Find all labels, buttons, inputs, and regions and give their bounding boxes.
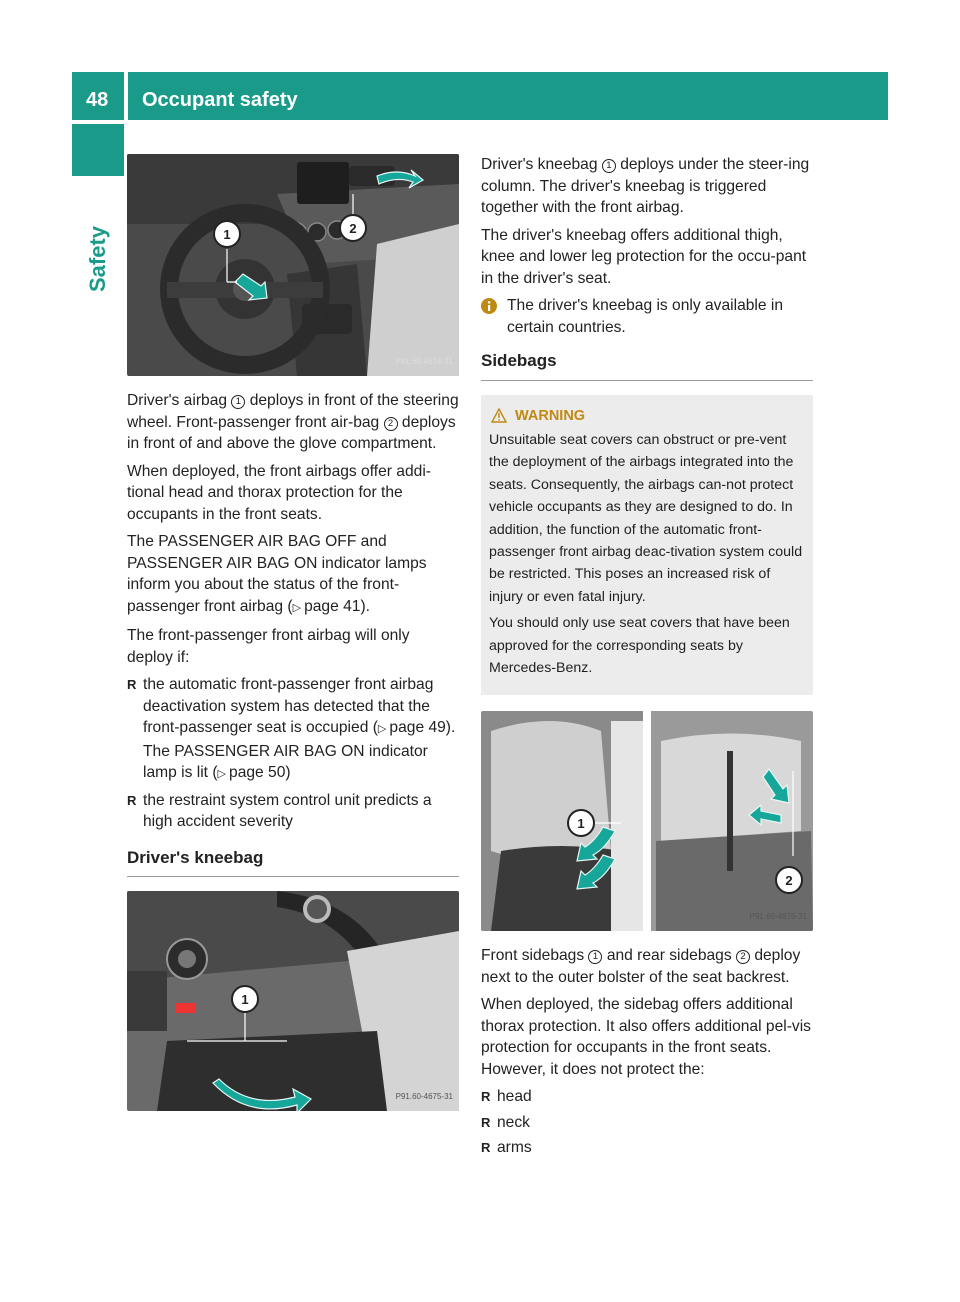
warning-title: WARNING [515,407,586,424]
callout-1-label: 1 [577,816,585,832]
page-ref-link[interactable]: page 41 [304,597,361,615]
bullet-marker: R [127,677,137,692]
callout-ref-2: 2 [736,950,750,964]
info-icon [481,298,497,314]
para-kneebag-protection: The driver's kneebag offers additional thigh, knee and lower leg protection for the occu-pant in the driver's seat. [481,226,807,287]
callout-ref-2: 2 [384,417,398,431]
page-ref-link[interactable]: page 50 [229,764,286,781]
callout-ref-1: 1 [231,395,245,409]
warning-text-2: You should only use seat covers that have been approved for the corresponding seats by Mercedes-Benz. [489,615,790,676]
figure-front-airbags [127,154,459,376]
chapter-label: Safety [85,225,110,293]
list-item: R the restraint system control unit predicts a high accident severity [127,790,459,833]
sidebags-illustration [481,711,813,931]
right-column [481,154,813,1163]
callout-2-label: 2 [785,873,793,889]
info-note-text: The driver's kneebag is only available in certain countries. [507,297,784,336]
callout-ref-1: 1 [602,159,616,173]
figure-code: P91.60-4674-31 [395,356,453,366]
chapter-label-box [76,184,120,334]
warning-box [481,395,813,696]
list-item: R head [481,1086,813,1108]
page-ref-arrow-icon: ▷ [217,768,230,780]
figure-sidebags [481,711,813,931]
heading-drivers-kneebag: Driver's kneebag [127,847,459,878]
page-ref-link[interactable]: page 49 [389,719,446,736]
chapter-side-tab [72,124,124,344]
para-airbag-protection: When deployed, the front airbags offer addi-tional head and thorax protection for the occupants in the front seats. [127,462,431,523]
bullet-marker: R [481,1089,491,1105]
para-sidebags-deploy: Front sidebags 1 and rear sidebags 2 deploy next to the outer bolster of the seat backrest. [481,947,801,986]
para-indicator-lamps: The PASSENGER AIR BAG OFF and PASSENGER AIR BAG ON indicator lamps inform you about the status of the front-passenger front airbag (▷ page 41). [127,533,427,615]
figure-code: P91.60-4675-31 [395,1091,453,1101]
page-number-tab [72,72,124,120]
left-column [127,154,459,1111]
para-deploy-conditions: The front-passenger front airbag will only deploy if: [127,627,410,666]
para-kneebag-deploys: Driver's kneebag 1 deploys under the steer-ing column. The driver's kneebag is triggered together with the front airbag. [481,156,810,216]
page-ref-arrow-icon: ▷ [292,601,305,614]
page-ref-arrow-icon: ▷ [377,723,390,735]
section-header [128,72,888,120]
warning-text-1: Unsuitable seat covers can obstruct or pre-vent the deployment of the airbags integrated into the seats. Consequently, the airbags can-not protect vehicle occupants as they are designed to do. In addition, the function of the automatic front-passenger front airbag deac-tivation system could be restricted. This poses an increased risk of injury or even fatal injury. [489,431,803,605]
section-title: Occupant safety [142,89,298,111]
callout-1-label: 1 [241,992,249,1007]
dashboard-illustration [127,154,459,376]
figure-kneebag [127,891,459,1111]
list-item: R the automatic front-passenger front airbag deactivation system has detected that the front-passenger seat is occupied (▷ page 49). The PASSENGER AIR BAG ON indicator lamp is lit (▷ page 50) [127,674,459,786]
para-driver-airbag: Driver's airbag 1 deploys in front of the steering wheel. Front-passenger front air-bag 2 deploys in front of and above the glove compartment. [127,392,459,452]
chapter-color-block [72,124,124,176]
bullet-marker: R [127,792,137,808]
bullet-marker: R [481,1114,491,1130]
list-item: R neck [481,1112,813,1134]
warning-triangle-icon [491,408,507,423]
para-sidebags-protection: When deployed, the sidebag offers additional thorax protection. It also offers additional pel-vis protection for occupants in the front seats. However, it does not protect the: [481,996,811,1078]
callout-1-label: 1 [223,227,231,242]
list-item: R arms [481,1137,813,1159]
callout-ref-1: 1 [588,950,602,964]
info-note [481,295,813,338]
callout-2-label: 2 [349,221,357,236]
figure-code: P91.60-4676-31 [749,911,807,921]
page-number: 48 [86,89,109,111]
heading-sidebags: Sidebags [481,350,813,381]
warning-header [489,405,805,427]
bullet-marker: R [481,1140,491,1156]
kneebag-illustration [127,891,459,1111]
